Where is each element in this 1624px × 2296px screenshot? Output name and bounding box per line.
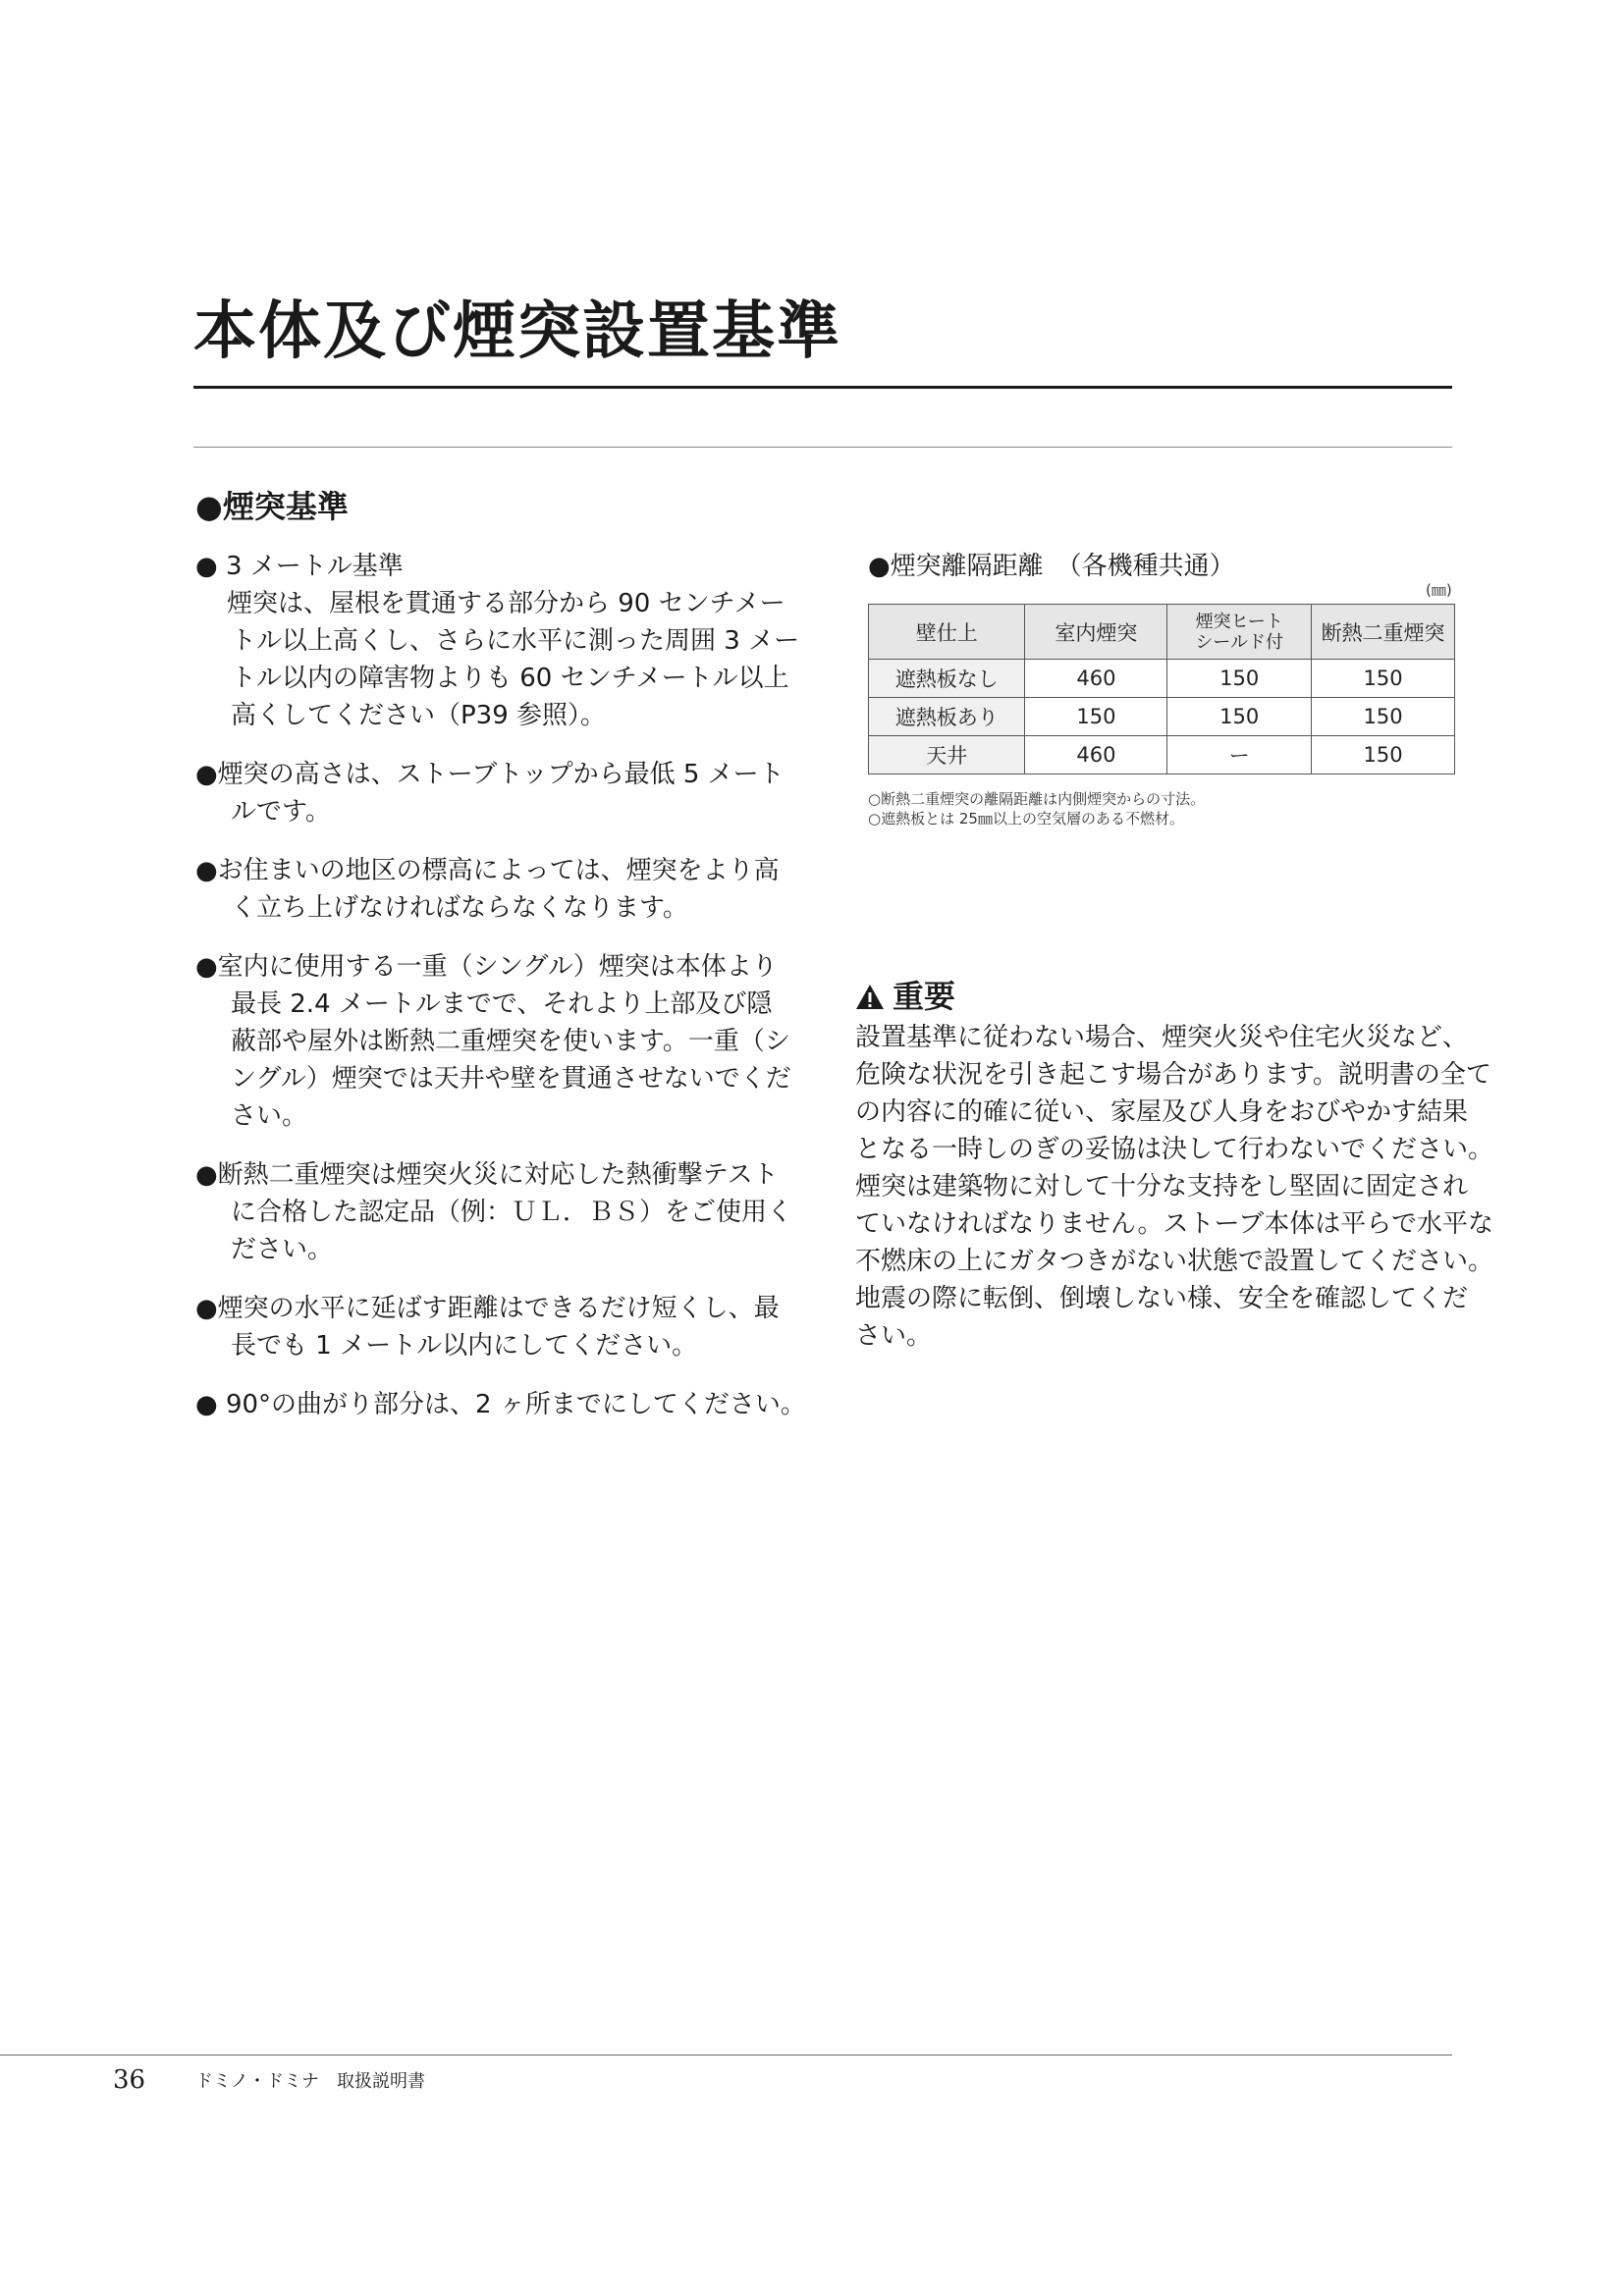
table-row	[869, 736, 1455, 774]
rule-line: ●断熱二重煙突は煙突火災に対応した熱衝撃テスト	[195, 1160, 779, 1190]
page-number: 36	[113, 2065, 146, 2095]
rule-line: さい。	[231, 1101, 308, 1131]
footer-rule	[0, 2055, 1452, 2056]
header-cell: 室内煙突	[1025, 605, 1167, 660]
table-row	[869, 660, 1455, 698]
rule-line: ルです。	[231, 797, 331, 827]
rule-line: 蔽部や屋外は断熱二重煙突を使います。一重（シ	[231, 1027, 790, 1056]
table-cell: 150	[1312, 698, 1455, 736]
important-line: の内容に的確に従い、家屋及び人身をおびやかす結果	[855, 1097, 1469, 1127]
table-cell: 460	[1025, 660, 1167, 698]
table-header-row	[869, 605, 1455, 660]
important-line: 設置基準に従わない場合、煙突火災や住宅火災など、	[855, 1023, 1469, 1052]
rule-line: ●室内に使用する一重（シングル）煙突は本体より	[195, 952, 778, 982]
table-cell: 150	[1167, 660, 1312, 698]
rule-line: に合格した認定品（例：ＵＬ．ＢＳ）をご使用く	[231, 1198, 793, 1227]
header-cell-line: シールド付	[1195, 631, 1284, 653]
rule-line: ●お住まいの地区の標高によっては、煙突をより高	[195, 856, 780, 885]
important-line: となる一時しのぎの妥協は決して行わないでください。	[855, 1135, 1494, 1164]
row-label: 天井	[869, 736, 1025, 774]
rule-line: 煙突は、屋根を貫通する部分から 90 センチメー	[227, 589, 785, 618]
rule-item	[195, 852, 789, 927]
important-line: 危険な状況を引き起こす場合があります。説明書の全て	[855, 1060, 1491, 1090]
rule-item	[195, 948, 789, 1135]
header-cell: 壁仕上	[869, 605, 1025, 660]
rule-line: ● 90°の曲がり部分は、2 ヶ所までにしてください。	[195, 1390, 806, 1419]
table-note: ○断熱二重煙突の離隔距離は内側煙突からの寸法。	[868, 790, 1206, 808]
important-heading-label: 重要	[893, 978, 956, 1015]
table-cell: 460	[1025, 736, 1167, 774]
rule-item	[195, 548, 800, 734]
rule-line: 最長 2.4 メートルまでで、それより上部及び隠	[231, 989, 773, 1019]
important-line: 地震の際に転倒、倒壊しない様、安全を確認してくだ	[855, 1284, 1469, 1313]
rule-line: 長でも 1 メートル以内にしてください。	[231, 1331, 698, 1361]
row-label: 遮熱板あり	[869, 698, 1025, 736]
table-cell: 150	[1025, 698, 1167, 736]
rule-item	[195, 756, 789, 830]
important-line: さい。	[855, 1321, 933, 1351]
rule-line: ●煙突の水平に延ばす距離はできるだけ短くし、最	[195, 1294, 780, 1323]
title-underline	[193, 386, 1452, 389]
table-cell: ー	[1167, 736, 1312, 774]
rule-line: トル以内の障害物よりも 60 センチメートル以上	[231, 664, 789, 693]
clearance-table	[868, 604, 1455, 774]
important-line: ていなければなりません。ストーブ本体は平らで水平な	[855, 1209, 1494, 1239]
rule-item	[195, 1156, 793, 1268]
rule-line: ●煙突の高さは、ストーブトップから最低 5 メート	[195, 760, 785, 789]
chimney-rules-list	[195, 548, 806, 1445]
important-line: 不燃床の上にガタつきがない状態で設置してください。	[855, 1247, 1494, 1276]
important-line: 煙突は建築物に対して十分な支持をし堅固に固定され	[855, 1172, 1469, 1201]
page-title: 本体及び煙突設置基準	[193, 294, 841, 368]
important-heading	[855, 975, 955, 1018]
rule-line: ● 3 メートル基準	[195, 552, 404, 581]
header-cell	[1167, 605, 1312, 660]
header-cell-line: 煙突ヒート	[1195, 611, 1283, 632]
footer-document-name: ドミノ・ドミナ 取扱説明書	[195, 2071, 425, 2092]
section-heading: ●煙突基準	[195, 488, 349, 525]
rule-item	[195, 1290, 789, 1364]
rule-item	[195, 1386, 806, 1423]
header-cell: 断熱二重煙突	[1312, 605, 1455, 660]
table-cell: 150	[1312, 736, 1455, 774]
rule-line: ングル）煙突では天井や壁を貫通させないでくだ	[231, 1064, 791, 1094]
rule-line: 高くしてください（P39 参照）。	[231, 701, 607, 730]
table-notes	[868, 789, 1205, 828]
table-cell: 150	[1312, 660, 1455, 698]
table-note: ○遮熱板とは 25㎜以上の空気層のある不燃材。	[868, 810, 1184, 828]
rule-line: く立ち上げなければならなくなります。	[231, 893, 688, 923]
warning-icon	[855, 984, 885, 1010]
table-cell: 150	[1167, 698, 1312, 736]
rule-line: ださい。	[231, 1235, 334, 1264]
table-title: ●煙突離隔距離 （各機種共通）	[868, 552, 1235, 581]
unit-label: (㎜)	[1426, 581, 1452, 599]
important-body	[855, 1019, 1493, 1355]
rule-line: トル以上高くし、さらに水平に測った周囲 3 メー	[231, 626, 800, 656]
row-label: 遮熱板なし	[869, 660, 1025, 698]
table-row	[869, 698, 1455, 736]
section-divider	[193, 447, 1452, 448]
